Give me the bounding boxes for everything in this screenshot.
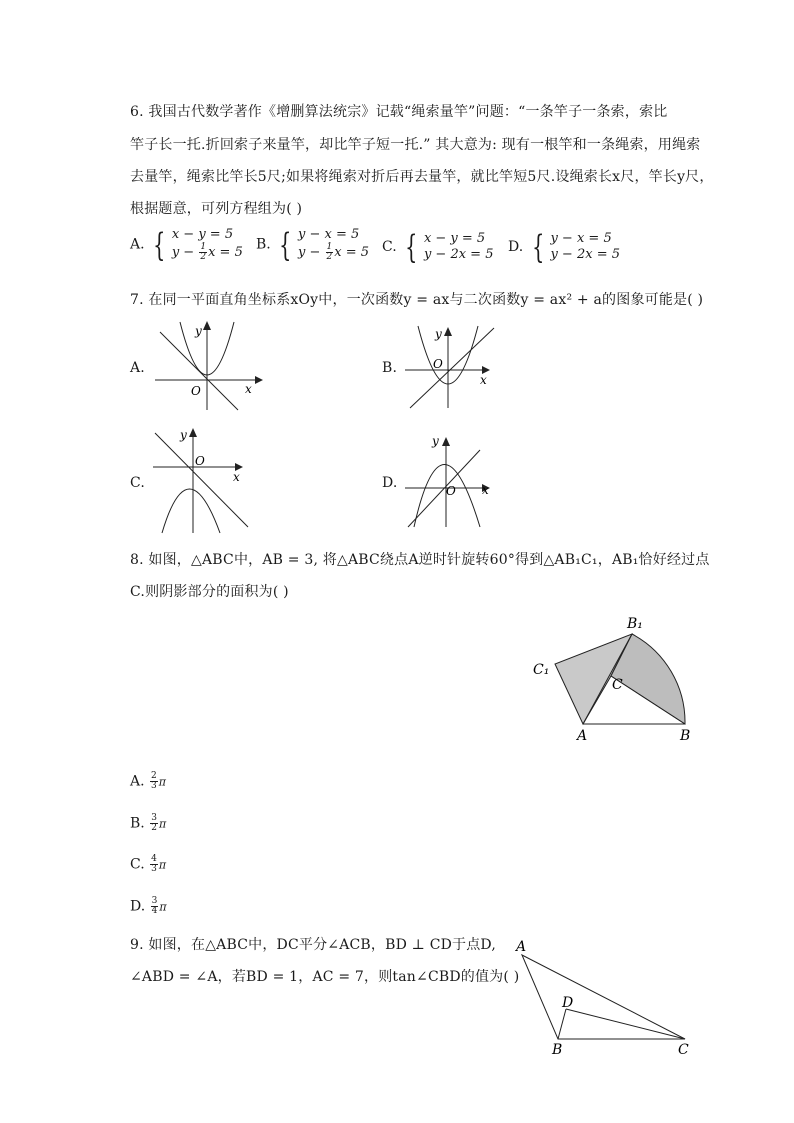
q7-stem: 7. 在同一平面直角坐标系xOy中，一次函数y = ax与二次函数y = ax² + a的图象可能是( ) <box>130 292 704 308</box>
q6-option-c[interactable]: C. { x − y = 5 y − 2x = 5 <box>382 228 494 266</box>
q9-figure <box>510 935 700 1060</box>
label-a: A <box>577 728 588 744</box>
y-axis-label: y <box>195 324 202 338</box>
q6-line-4: 根据题意，可列方程组为( ) <box>130 201 303 217</box>
q6-line-2: 竿子长一托.折回索子来量竿，却比竿子短一托.” 其大意为: 现有一根竿和一条绳索，用绳索 <box>130 137 701 153</box>
label-a: A <box>516 939 527 955</box>
y-axis-label: y <box>435 327 442 341</box>
origin-label: O <box>446 484 456 498</box>
q8-option-d[interactable]: D. $\frac{3}{4}$ π <box>130 896 167 916</box>
x-axis-label: x <box>482 483 489 497</box>
label-b: B <box>680 728 691 744</box>
equation-1: y − x = 5 <box>298 227 360 242</box>
q9-line-2: ∠ABD = ∠A，若BD = 1，AC = 7，则tan∠CBD的值为( ) <box>130 969 520 985</box>
q7-graph-c <box>150 425 255 537</box>
label-c: C <box>612 677 623 693</box>
q7-graph-b <box>402 322 497 412</box>
option-label: C. <box>382 239 397 255</box>
x-axis-label: x <box>233 470 240 484</box>
label-b: B <box>552 1042 563 1058</box>
q6-option-d[interactable]: D. { y − x = 5 y − 2x = 5 <box>508 228 620 266</box>
q8-option-a[interactable]: A. $\frac{2}{3}$ π <box>130 771 166 791</box>
option-label: D. <box>508 239 524 255</box>
label-b1: B₁ <box>627 616 643 632</box>
option-label: A. <box>130 236 145 253</box>
q7-graph-a <box>150 318 265 413</box>
q7-option-a-label[interactable]: A. <box>130 360 145 376</box>
origin-label: O <box>191 384 201 398</box>
equation-1: x − y = 5 <box>171 227 234 242</box>
q6-option-b[interactable]: B. { y − x = 5 y − $\frac{1}{2}$ x = 5 <box>256 225 370 264</box>
y-axis-label: y <box>432 434 439 448</box>
origin-label: O <box>433 357 443 371</box>
q8-figure <box>525 612 700 747</box>
label-c1: C₁ <box>533 662 550 678</box>
label-d: D <box>562 995 574 1011</box>
q9-line-1: 9. 如图，在△ABC中，DC平分∠ACB，BD ⊥ CD于点D, <box>130 937 497 953</box>
q8-line-2: C.则阴影部分的面积为( ) <box>130 584 289 600</box>
x-axis-label: x <box>245 382 252 396</box>
q7-option-c-label[interactable]: C. <box>130 475 146 491</box>
x-axis-label: x <box>480 373 487 387</box>
q6-line-3: 去量竿，绳索比竿长5尺;如果将绳索对折后再去量竿，就比竿短5尺.设绳索长x尺，竿长y尺， <box>130 169 714 185</box>
label-c: C <box>678 1042 689 1058</box>
q8-option-c[interactable]: C. $\frac{4}{3}$ π <box>130 854 167 874</box>
q6-line-1: 6. 我国古代数学著作《增删算法统宗》记载“绳索量竿”问题：“一条竿子一条索，索比 <box>130 104 668 120</box>
q8-option-b[interactable]: B. $\frac{3}{2}$ π <box>130 813 167 833</box>
y-axis-label: y <box>180 428 187 442</box>
q7-option-b-label[interactable]: B. <box>382 360 398 376</box>
option-label: B. <box>256 236 271 253</box>
origin-label: O <box>195 454 205 468</box>
q8-line-1: 8. 如图，△ABC中，AB = 3, 将△ABC绕点A逆时针旋转60°得到△AB₁C₁，AB₁恰好经过点 <box>130 552 710 568</box>
q6-option-a[interactable]: A. { x − y = 5 y − $\frac{1}{2}$ x = 5 <box>130 225 243 264</box>
q7-option-d-label[interactable]: D. <box>382 475 398 491</box>
q7-graph-d <box>402 432 497 532</box>
